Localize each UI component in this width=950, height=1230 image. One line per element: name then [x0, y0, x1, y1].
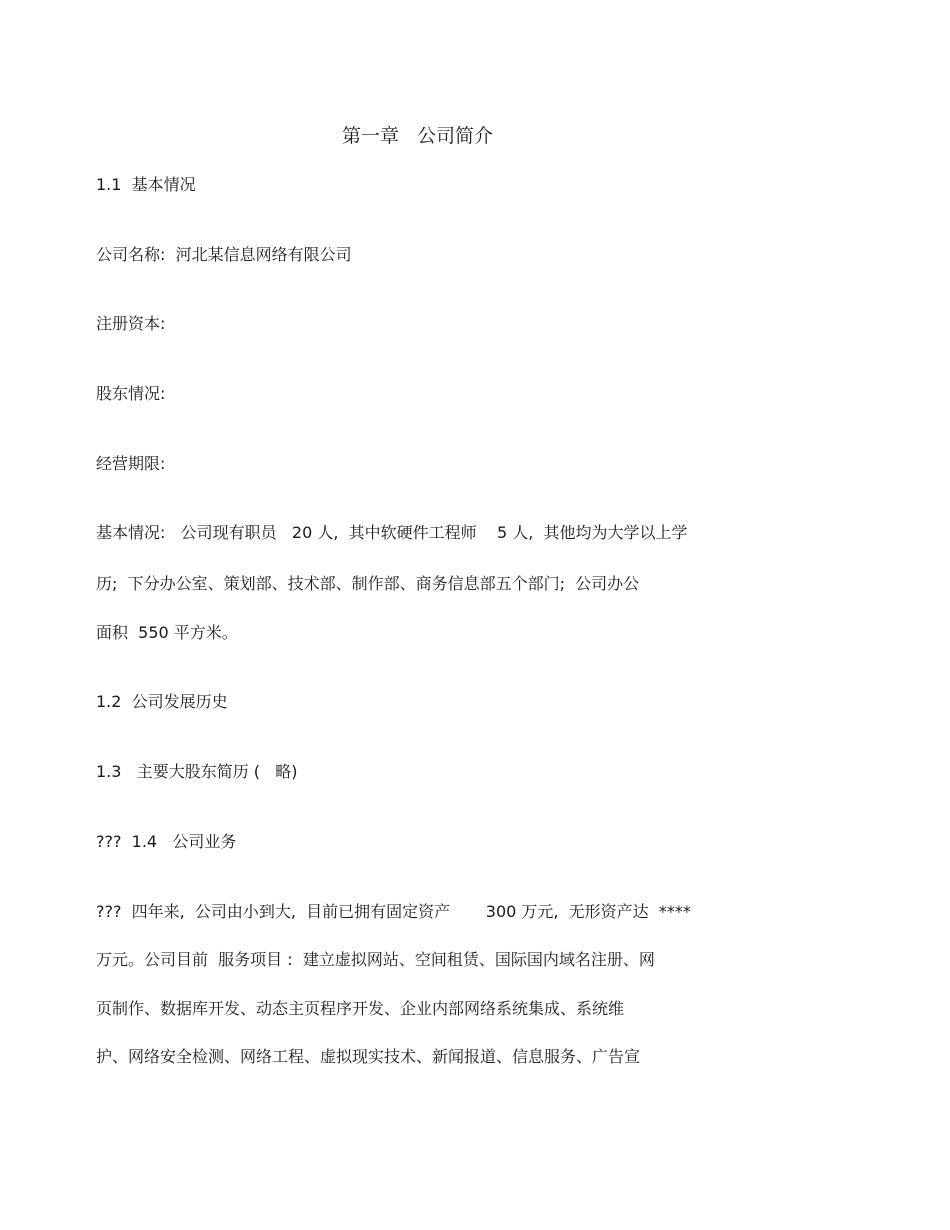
section-heading-1-3: 1.3 主要大股东简历 ( 略)	[96, 762, 298, 781]
business-line-2: 万元。公司目前 服务项目 : 建立虚拟网站、空间租赁、国际国内域名注册、网	[96, 950, 655, 969]
basic-info-line-1: 基本情况: 公司现有职员 20 人, 其中软硬件工程师 5 人, 其他均为大学以上学	[96, 523, 688, 542]
business-line-1: ??? 四年来, 公司由小到大, 目前已拥有固定资产 300 万元, 无形资产达 ****	[96, 902, 691, 921]
basic-info-line-2: 历; 下分办公室、策划部、技术部、制作部、商务信息部五个部门; 公司办公	[96, 574, 640, 593]
section-heading-1-4: ??? 1.4 公司业务	[96, 832, 237, 851]
company-name-line: 公司名称: 河北某信息网络有限公司	[96, 245, 352, 264]
operating-period-line: 经营期限:	[96, 454, 166, 473]
chapter-title: 第一章 公司简介	[341, 125, 494, 147]
business-line-3: 页制作、数据库开发、动态主页程序开发、企业内部网络系统集成、系统维	[96, 999, 625, 1018]
section-heading-1-1: 1.1 基本情况	[96, 175, 196, 194]
registered-capital-line: 注册资本:	[96, 314, 166, 333]
shareholder-line: 股东情况:	[96, 384, 166, 403]
business-line-4: 护、网络安全检测、网络工程、虚拟现实技术、新闻报道、信息服务、广告宣	[96, 1047, 641, 1066]
basic-info-line-3: 面积 550 平方米。	[96, 623, 238, 642]
section-heading-1-2: 1.2 公司发展历史	[96, 692, 228, 711]
